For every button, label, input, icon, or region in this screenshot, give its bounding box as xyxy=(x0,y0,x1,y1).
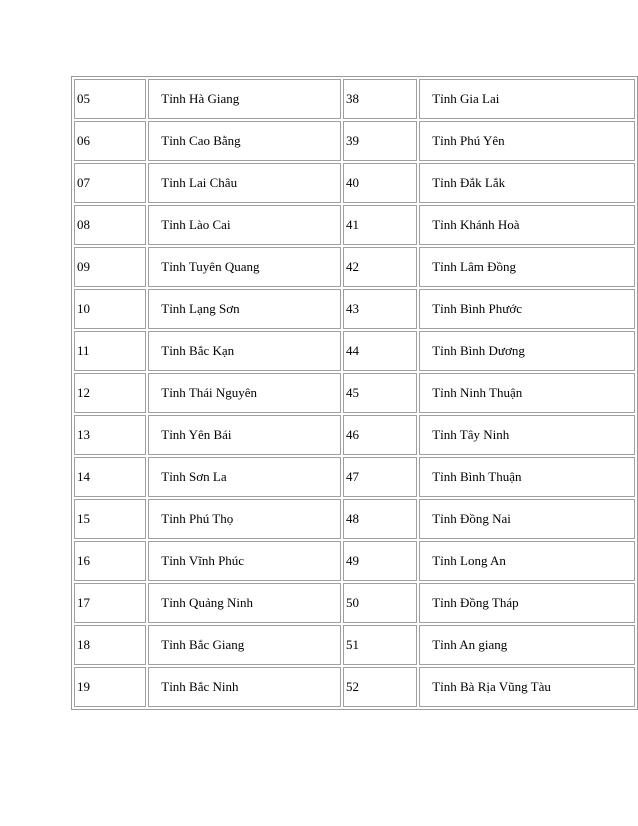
table-row xyxy=(74,247,635,287)
table-body xyxy=(74,79,635,707)
province-code-right: 43 xyxy=(343,289,417,329)
table-row xyxy=(74,499,635,539)
table-row xyxy=(74,163,635,203)
table-row xyxy=(74,583,635,623)
province-code-right: 45 xyxy=(343,373,417,413)
province-name-left: Tỉnh Vĩnh Phúc xyxy=(148,541,341,581)
province-code-right: 42 xyxy=(343,247,417,287)
province-name-left: Tỉnh Cao Bằng xyxy=(148,121,341,161)
province-name-right: Tỉnh Ninh Thuận xyxy=(419,373,635,413)
province-name-right: Tỉnh Đồng Tháp xyxy=(419,583,635,623)
province-name-right: Tỉnh Tây Ninh xyxy=(419,415,635,455)
province-name-right: Tỉnh Phú Yên xyxy=(419,121,635,161)
province-code-right: 39 xyxy=(343,121,417,161)
table-row xyxy=(74,205,635,245)
table-row xyxy=(74,667,635,707)
province-name-right: Tỉnh Khánh Hoà xyxy=(419,205,635,245)
province-name-left: Tỉnh Tuyên Quang xyxy=(148,247,341,287)
province-code-left: 14 xyxy=(74,457,146,497)
province-name-left: Tỉnh Yên Bái xyxy=(148,415,341,455)
province-name-right: Tỉnh Bình Phước xyxy=(419,289,635,329)
province-name-right: Tỉnh An giang xyxy=(419,625,635,665)
province-code-left: 19 xyxy=(74,667,146,707)
province-name-left: Tỉnh Hà Giang xyxy=(148,79,341,119)
province-name-left: Tỉnh Bắc Ninh xyxy=(148,667,341,707)
province-code-left: 15 xyxy=(74,499,146,539)
table-row xyxy=(74,289,635,329)
province-code-right: 47 xyxy=(343,457,417,497)
province-name-left: Tỉnh Sơn La xyxy=(148,457,341,497)
province-code-right: 41 xyxy=(343,205,417,245)
province-name-left: Tỉnh Lào Cai xyxy=(148,205,341,245)
province-code-left: 06 xyxy=(74,121,146,161)
province-code-left: 17 xyxy=(74,583,146,623)
province-name-left: Tỉnh Bắc Kạn xyxy=(148,331,341,371)
province-code-right: 48 xyxy=(343,499,417,539)
province-code-left: 10 xyxy=(74,289,146,329)
province-code-left: 07 xyxy=(74,163,146,203)
province-code-right: 40 xyxy=(343,163,417,203)
province-code-left: 05 xyxy=(74,79,146,119)
table-row xyxy=(74,457,635,497)
province-name-right: Tỉnh Gia Lai xyxy=(419,79,635,119)
province-name-left: Tỉnh Lai Châu xyxy=(148,163,341,203)
table-row xyxy=(74,121,635,161)
province-code-left: 09 xyxy=(74,247,146,287)
table-row xyxy=(74,541,635,581)
province-code-right: 49 xyxy=(343,541,417,581)
province-name-right: Tỉnh Lâm Đồng xyxy=(419,247,635,287)
province-code-table xyxy=(71,76,638,710)
province-name-right: Tỉnh Long An xyxy=(419,541,635,581)
province-name-right: Tỉnh Bình Dương xyxy=(419,331,635,371)
province-name-left: Tỉnh Bắc Giang xyxy=(148,625,341,665)
province-name-left: Tỉnh Phú Thọ xyxy=(148,499,341,539)
province-name-left: Tỉnh Lạng Sơn xyxy=(148,289,341,329)
province-name-right: Tỉnh Đắk Lắk xyxy=(419,163,635,203)
table-row xyxy=(74,331,635,371)
province-code-left: 16 xyxy=(74,541,146,581)
province-code-left: 08 xyxy=(74,205,146,245)
province-code-right: 52 xyxy=(343,667,417,707)
province-code-right: 44 xyxy=(343,331,417,371)
province-name-left: Tỉnh Thái Nguyên xyxy=(148,373,341,413)
table-row xyxy=(74,373,635,413)
province-name-right: Tỉnh Bình Thuận xyxy=(419,457,635,497)
table-row xyxy=(74,79,635,119)
province-code-right: 51 xyxy=(343,625,417,665)
table-row xyxy=(74,625,635,665)
province-code-right: 46 xyxy=(343,415,417,455)
province-name-right: Tỉnh Đồng Nai xyxy=(419,499,635,539)
province-code-left: 13 xyxy=(74,415,146,455)
table-row xyxy=(74,415,635,455)
province-code-left: 11 xyxy=(74,331,146,371)
province-name-right: Tỉnh Bà Rịa Vũng Tàu xyxy=(419,667,635,707)
province-name-left: Tỉnh Quảng Ninh xyxy=(148,583,341,623)
province-code-right: 50 xyxy=(343,583,417,623)
province-code-right: 38 xyxy=(343,79,417,119)
province-code-left: 12 xyxy=(74,373,146,413)
province-code-left: 18 xyxy=(74,625,146,665)
